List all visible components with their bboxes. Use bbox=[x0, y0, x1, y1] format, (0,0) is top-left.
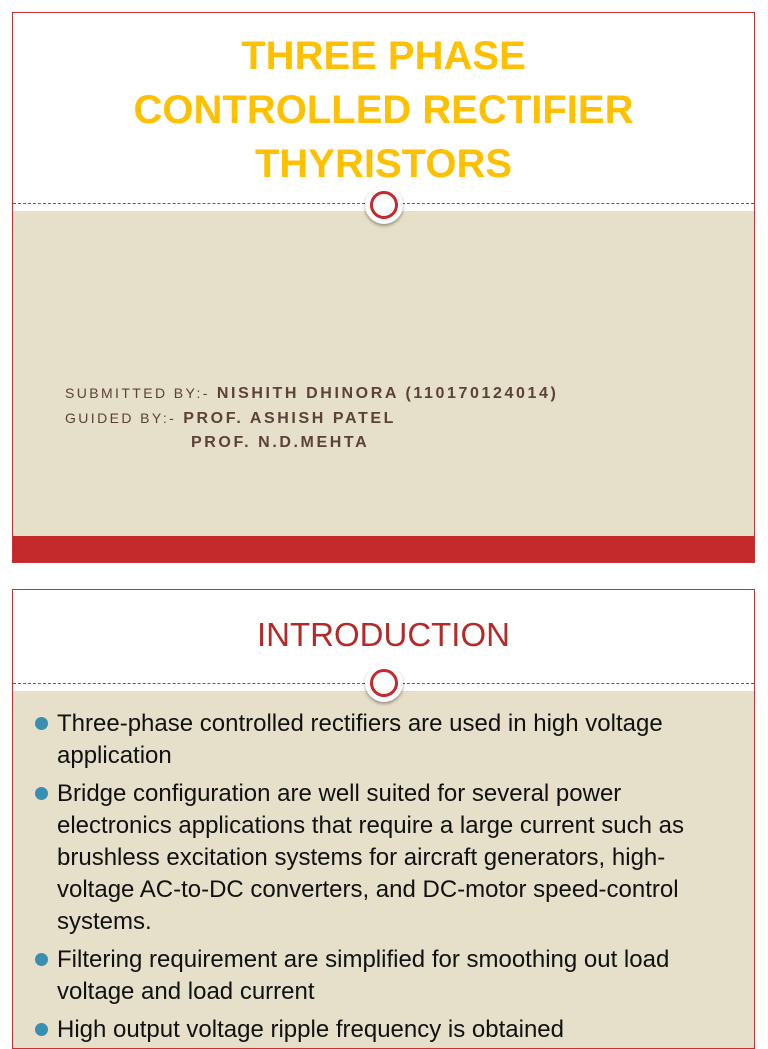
list-item bbox=[35, 1014, 735, 1046]
bullet-text: Three-phase controlled rectifiers are used in high voltage application bbox=[57, 710, 663, 769]
submitted-label: SUBMITTED BY:- bbox=[65, 385, 210, 401]
guided-row-2 bbox=[65, 431, 558, 455]
list-item bbox=[35, 944, 735, 1008]
guide-name-1: PROF. ASHISH PATEL bbox=[183, 410, 396, 427]
guided-label: GUIDED BY:- bbox=[65, 410, 177, 426]
bullet-list bbox=[35, 708, 735, 1049]
presentation-title bbox=[13, 29, 754, 191]
footer-band bbox=[13, 536, 754, 563]
bullet-dot-icon bbox=[35, 787, 48, 800]
credits-block bbox=[65, 381, 558, 455]
list-item bbox=[35, 708, 735, 772]
list-item bbox=[35, 778, 735, 938]
submitted-value: NISHITH DHINORA (110170124014) bbox=[216, 385, 559, 402]
circle-ornament-icon bbox=[365, 186, 403, 224]
introduction-slide bbox=[12, 589, 755, 1049]
bullet-text: Filtering requirement are simplified for smoothing out load voltage and load current bbox=[57, 946, 670, 1005]
title-line-3: THYRISTORS bbox=[254, 142, 513, 186]
guided-row bbox=[65, 406, 558, 431]
title-line-1: THREE PHASE bbox=[241, 34, 526, 78]
title-line-2: CONTROLLED RECTIFIER bbox=[133, 88, 634, 132]
bullet-dot-icon bbox=[35, 1023, 48, 1036]
bullet-text: High output voltage ripple frequency is obtained bbox=[57, 1016, 564, 1043]
submitted-row bbox=[65, 381, 558, 406]
title-slide-header bbox=[13, 13, 754, 205]
title-slide-body bbox=[13, 211, 754, 536]
title-slide bbox=[12, 12, 755, 563]
bullet-dot-icon bbox=[35, 717, 48, 730]
bullet-text: Bridge configuration are well suited for several power electronics applications that require a large current such as brushless excitation systems for aircraft generators, high-voltage AC-to-DC converters, and DC-motor speed-control systems. bbox=[57, 780, 684, 935]
guide-name-2: PROF. N.D.MEHTA bbox=[191, 434, 370, 451]
circle-ornament-icon bbox=[365, 664, 403, 702]
bullet-dot-icon bbox=[35, 953, 48, 966]
slide-title: INTRODUCTION bbox=[257, 616, 510, 653]
